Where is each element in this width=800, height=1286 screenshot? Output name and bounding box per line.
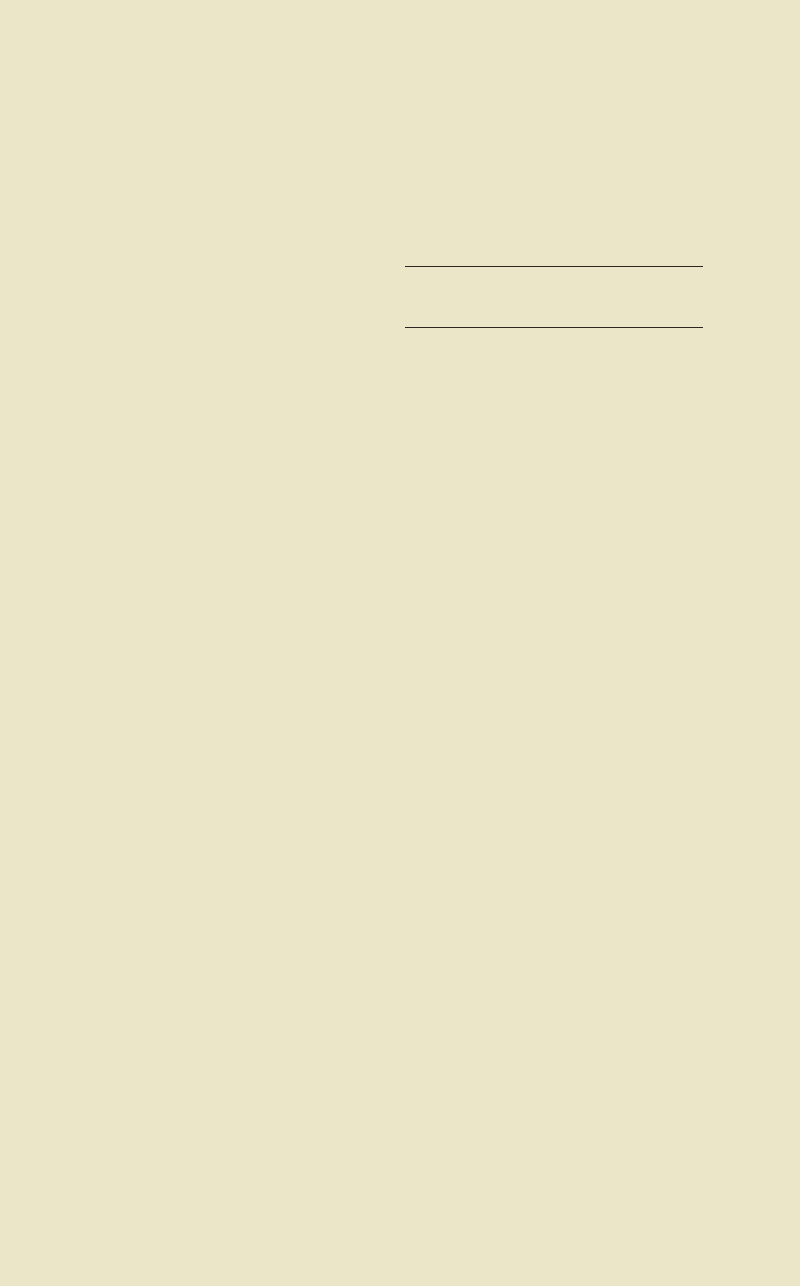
table1-rule-summe (405, 266, 703, 267)
table1-rule-gesammt (405, 327, 703, 328)
